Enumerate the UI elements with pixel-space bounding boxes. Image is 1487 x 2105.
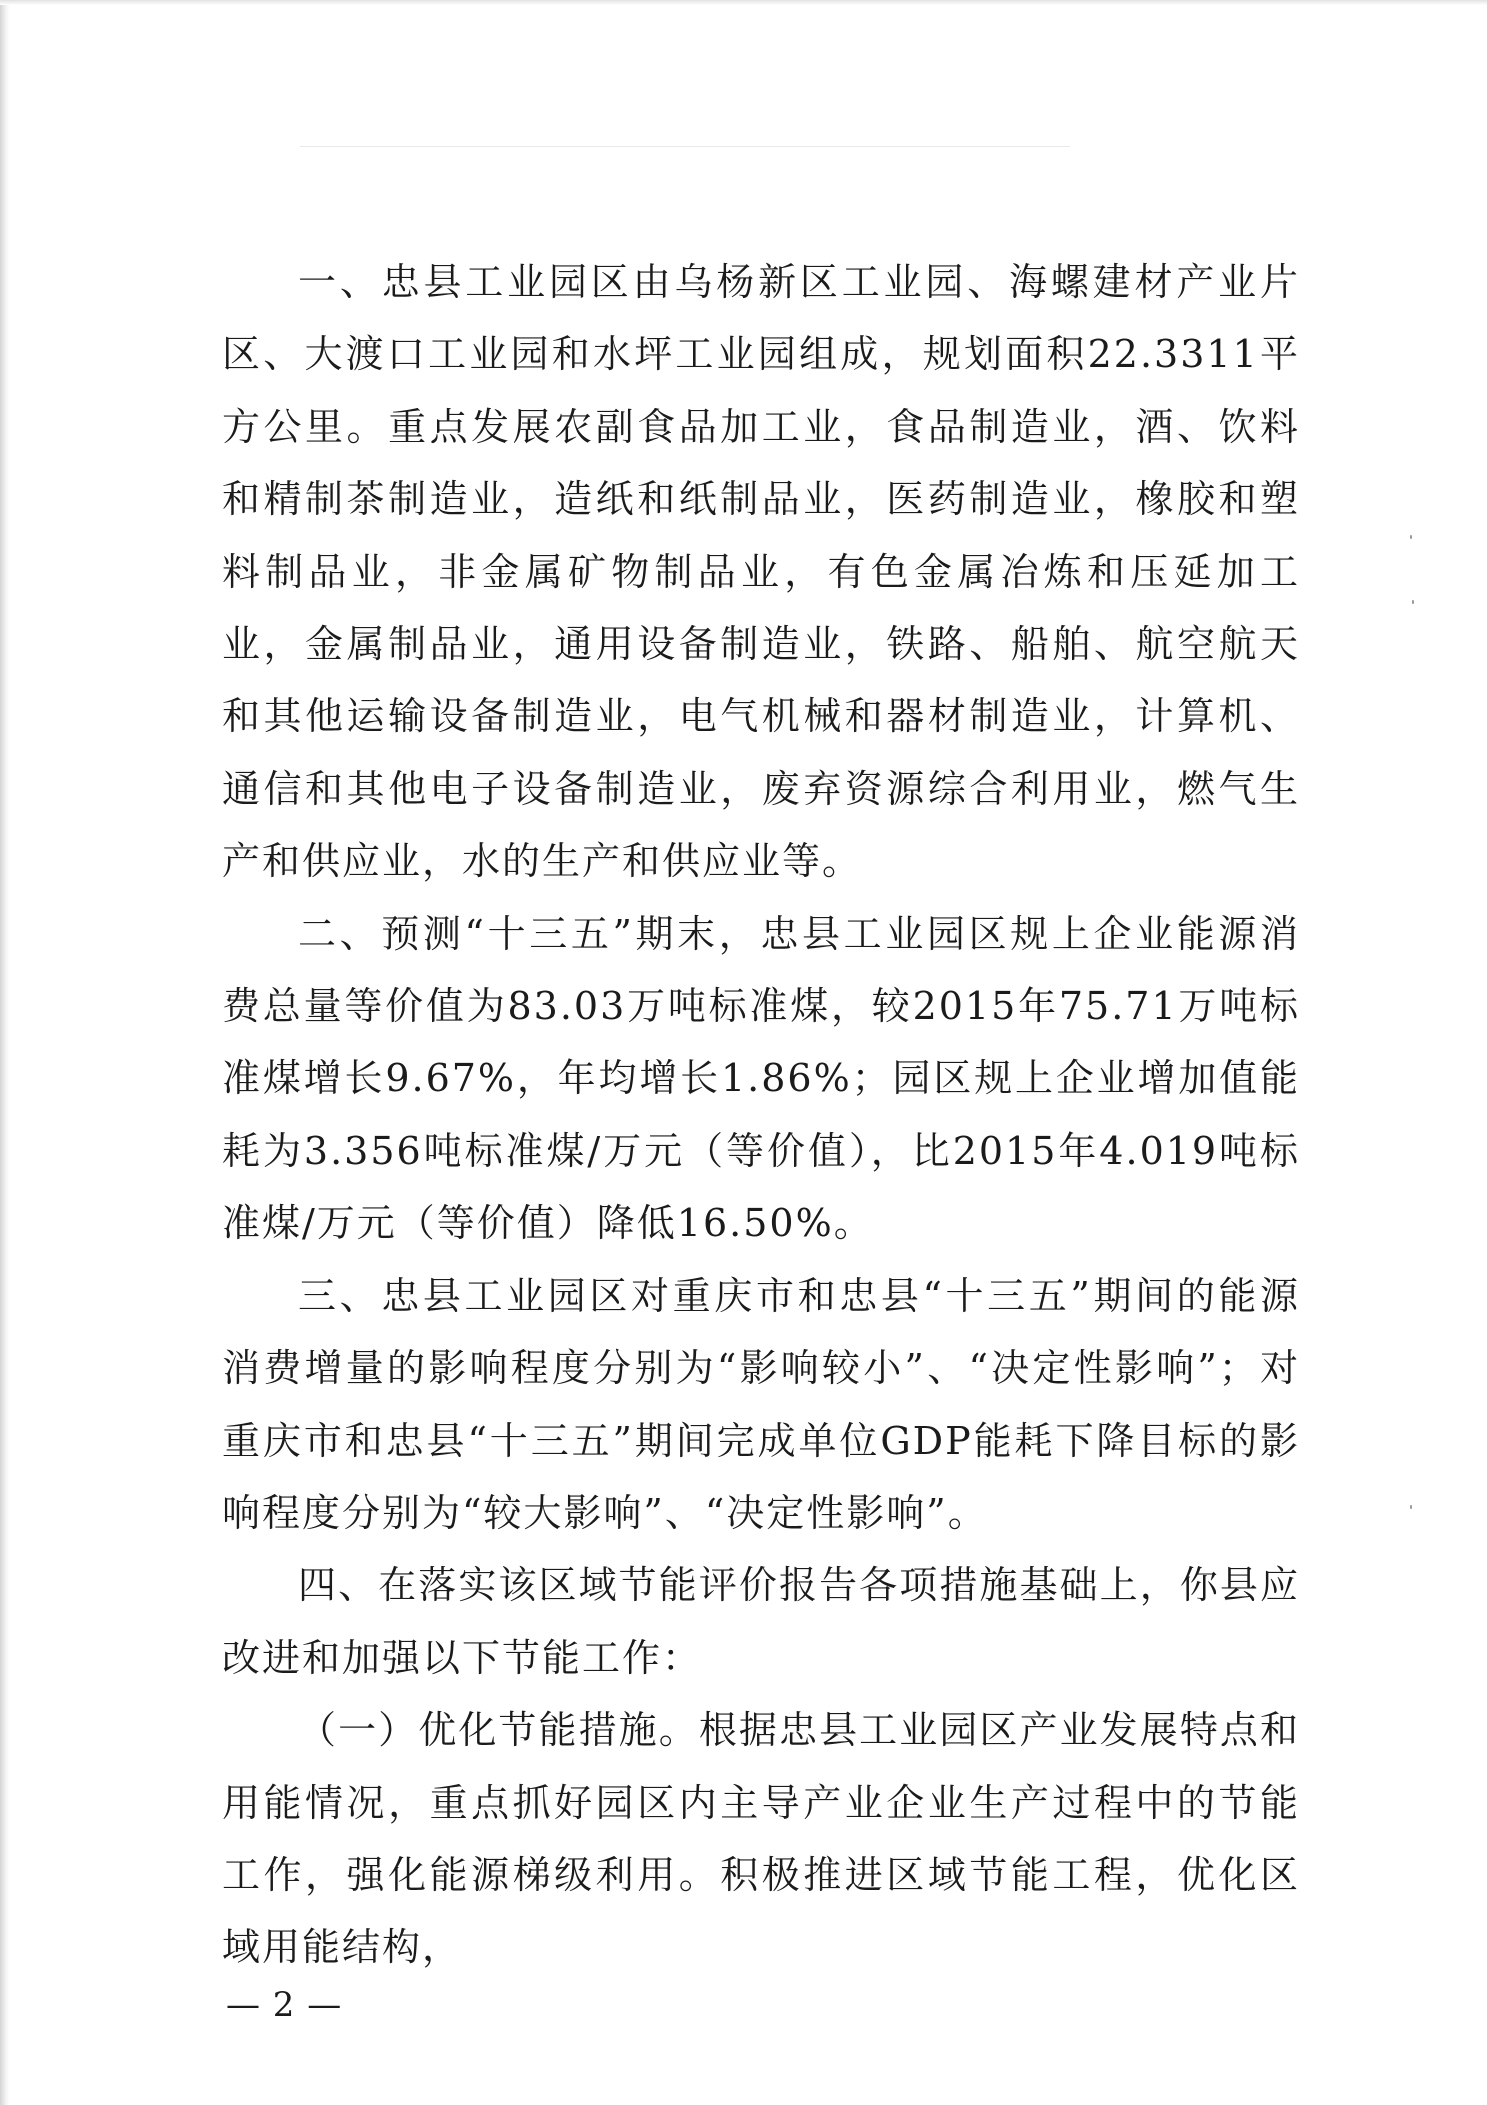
- paragraph-three: 三、忠县工业园区对重庆市和忠县“十三五”期间的能源消费增量的影响程度分别为“影响较小”、“决定性影响”；对重庆市和忠县“十三五”期间完成单位GDP能耗下降目标的影响程度分别为“较大影响”、“决定性影响”。: [222, 1273, 1300, 1535]
- scan-artifact-line: [300, 146, 1070, 147]
- paragraph-four: 四、在落实该区域节能评价报告各项措施基础上，你县应改进和加强以下节能工作：: [222, 1563, 1300, 1680]
- scan-speck: [1410, 535, 1412, 539]
- scan-edge-shadow: [0, 0, 10, 2105]
- page-number: — 2 —: [226, 1985, 343, 2025]
- paragraph-one: 一、忠县工业园区由乌杨新区工业园、海螺建材产业片区、大渡口工业园和水坪工业园组成，规划面积22.3311平方公里。重点发展农副食品加工业，食品制造业，酒、饮料和精制茶制造业，造纸和纸制品业，医药制造业，橡胶和塑料制品业，非金属矿物制品业，有色金属冶炼和压延加工业，金属制品业，通用设备制造业，铁路、船舶、航空航天和其他运输设备制造业，电气机械和器材制造业，计算机、通信和其他电子设备制造业，废弃资源综合利用业，燃气生产和供应业，水的生产和供应业等。: [222, 260, 1300, 884]
- scan-speck: [1412, 600, 1414, 604]
- scan-top-shadow: [0, 0, 1487, 5]
- paragraph-four-sub-one: （一）优化节能措施。根据忠县工业园区产业发展特点和用能情况，重点抓好园区内主导产业企业生产过程中的节能工作，强化能源梯级利用。积极推进区域节能工程，优化区域用能结构，: [222, 1708, 1300, 1970]
- paragraph-two: 二、预测“十三五”期末，忠县工业园区规上企业能源消费总量等价值为83.03万吨标准煤，较2015年75.71万吨标准煤增长9.67%，年均增长1.86%；园区规上企业增加值能耗为3.356吨标准煤/万元（等价值），比2015年4.019吨标准煤/万元（等价值）降低16.50%。: [222, 911, 1300, 1246]
- scan-speck: [1410, 1505, 1412, 1509]
- document-body: [222, 246, 1300, 1984]
